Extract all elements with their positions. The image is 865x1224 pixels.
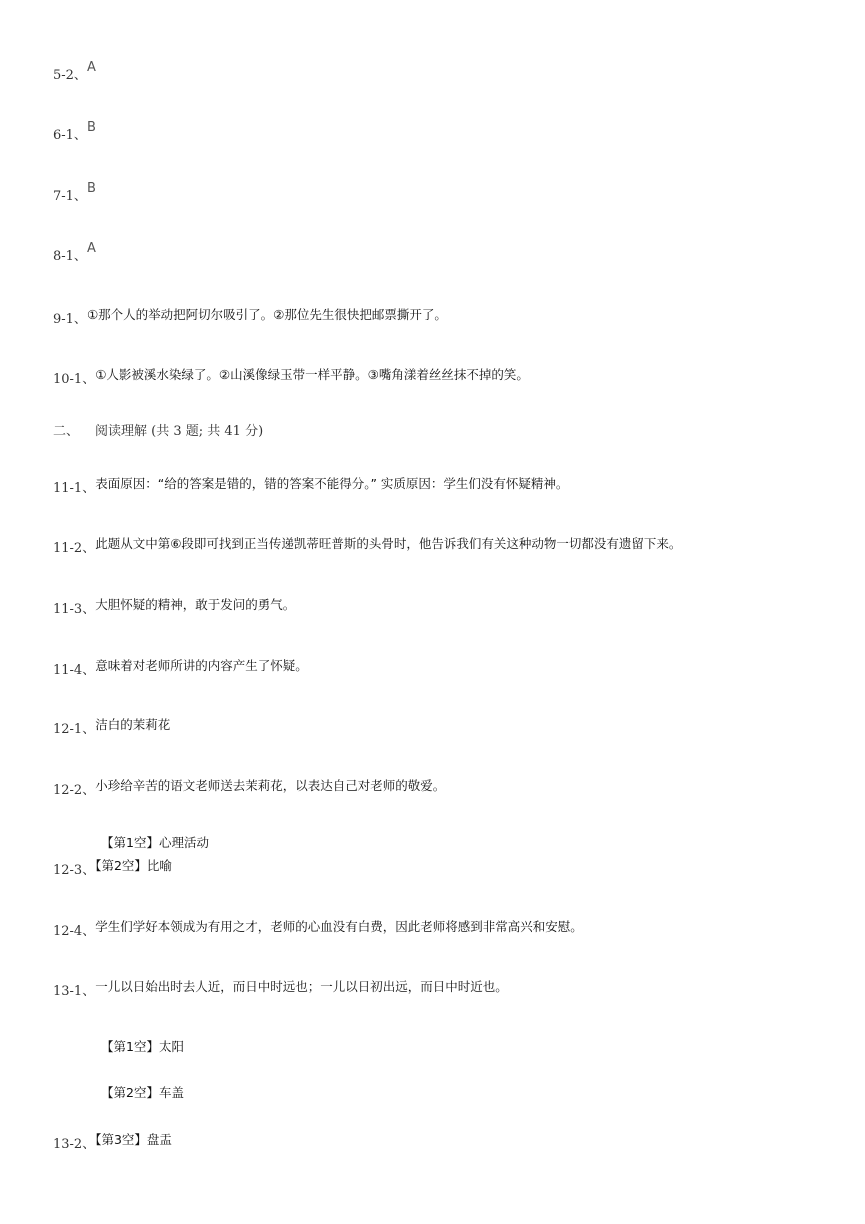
answer-text: 【第2空】比喻 (95, 858, 172, 873)
question-number: 12-1、 (53, 722, 96, 737)
answer-row-12-1 (53, 718, 170, 737)
question-number: 12-4、 (53, 924, 96, 939)
answer-row-11-2 (53, 537, 681, 556)
answer-text: 表面原因：“给的答案是错的，错的答案不能得分。” 实质原因：学生们没有怀疑精神。 (95, 476, 569, 491)
question-number: 6-1、 (53, 128, 87, 143)
answer-row-6-1 (53, 120, 96, 143)
question-number: 13-1、 (53, 984, 96, 999)
question-number: 8-1、 (53, 249, 87, 264)
question-number: 11-4、 (53, 663, 96, 678)
answer-row-13-2 (53, 1133, 172, 1152)
answer-text: B (86, 181, 96, 196)
answer-text: A (86, 241, 96, 256)
question-number: 9-1、 (53, 312, 87, 327)
answer-text: ①那个人的举动把阿切尔吸引了。②那位先生很快把邮票撕开了。 (86, 307, 447, 322)
question-number: 11-2、 (53, 541, 96, 556)
answer-row-7-1 (53, 181, 96, 204)
answer-text: 小珍给辛苦的语文老师送去茉莉花，以表达自己对老师的敬爱。 (95, 778, 446, 793)
section-title: 阅读理解 (共 3 题; 共 41 分) (95, 424, 264, 439)
blank-answer-13-2-2: 【第2空】车盖 (101, 1085, 184, 1100)
answer-text: B (86, 120, 96, 135)
section-heading (53, 420, 263, 439)
answer-row-12-4 (53, 920, 583, 939)
answer-row-10-1 (53, 368, 529, 387)
answer-text: ①人影被溪水染绿了。②山溪像绿玉带一样平静。③嘴角漾着丝丝抹不掉的笑。 (95, 367, 529, 382)
blank-answer-12-3-1: 【第1空】心理活动 (101, 835, 209, 850)
answer-row-5-2 (53, 60, 96, 83)
answer-row-13-1 (53, 980, 508, 999)
answer-text: 学生们学好本领成为有用之才，老师的心血没有白费，因此老师将感到非常高兴和安慰。 (95, 919, 583, 934)
answer-row-12-3 (53, 859, 172, 878)
answer-row-11-1 (53, 477, 568, 496)
question-number: 10-1、 (53, 372, 96, 387)
question-number: 13-2、 (53, 1137, 96, 1152)
blank-answer-13-2-1: 【第1空】太阳 (101, 1039, 184, 1054)
answer-row-11-4 (53, 659, 308, 678)
answer-row-12-2 (53, 779, 445, 798)
question-number: 11-1、 (53, 481, 96, 496)
answer-row-9-1 (53, 308, 447, 327)
section-index: 二、 (53, 424, 80, 439)
answer-text: 意味着对老师所讲的内容产生了怀疑。 (95, 658, 308, 673)
question-number: 12-3、 (53, 863, 96, 878)
answer-text: 此题从文中第⑥段即可找到正当传递凯蒂旺普斯的头骨时，他告诉我们有关这种动物一切都没有遗留下来。 (95, 536, 682, 551)
answer-text: 大胆怀疑的精神，敢于发问的勇气。 (95, 597, 296, 612)
question-number: 5-2、 (53, 68, 87, 83)
question-number: 11-3、 (53, 602, 96, 617)
answer-text: 洁白的茉莉花 (95, 717, 171, 732)
answer-row-8-1 (53, 241, 96, 264)
question-number: 12-2、 (53, 783, 96, 798)
answer-text: 【第3空】盘盂 (95, 1132, 172, 1147)
answer-text: 一儿以日始出时去人近，而日中时远也；一儿以日初出远，而日中时近也。 (95, 979, 508, 994)
question-number: 7-1、 (53, 189, 87, 204)
answer-row-11-3 (53, 598, 295, 617)
answer-text: A (86, 60, 96, 75)
